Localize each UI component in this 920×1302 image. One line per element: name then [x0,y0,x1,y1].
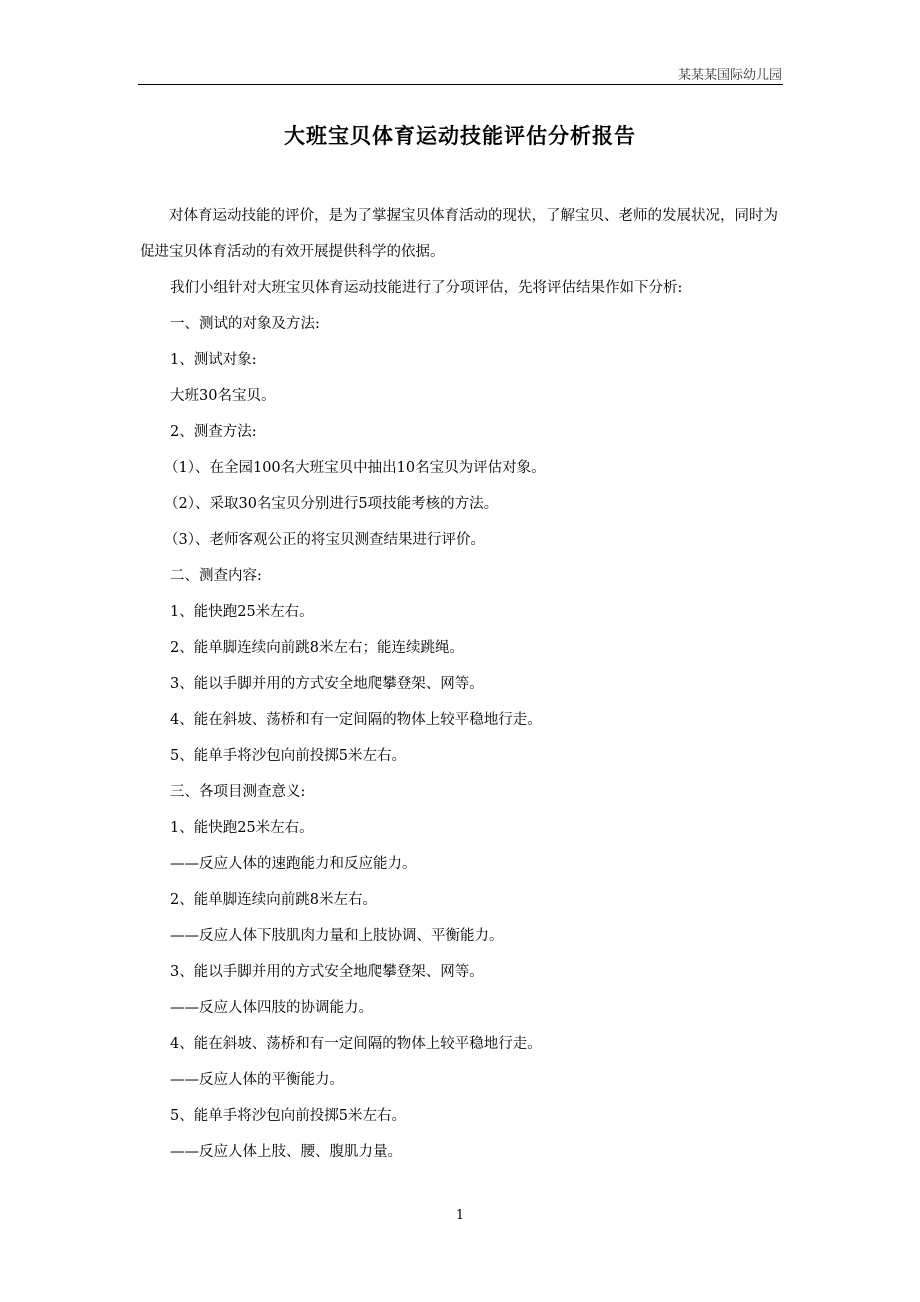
document-title: 大班宝贝体育运动技能评估分析报告 [284,123,636,148]
body-line: 我们小组针对大班宝贝体育运动技能进行了分项评估，先将评估结果作如下分析: [170,280,683,296]
body-line: 大班30名宝贝。 [170,388,276,404]
body-line: （2）、采取30名宝贝分别进行5项技能考核的方法。 [164,496,499,512]
body-line: 2、能单脚连续向前跳8米左右；能连续跳绳。 [170,640,464,656]
body-line: 5、能单手将沙包向前投掷5米左右。 [170,1108,406,1124]
body-line: 1、能快跑25米左右。 [170,604,314,620]
body-line: 1、能快跑25米左右。 [170,820,314,836]
document-body [140,198,785,1170]
section-heading: 一、测试的对象及方法: [170,316,320,332]
page-number: 1 [455,1208,465,1223]
section-heading: 三、各项目测查意义: [170,784,306,800]
body-line: 3、能以手脚并用的方式安全地爬攀登架、网等。 [170,964,484,980]
body-line: ——反应人体四肢的协调能力。 [170,1000,373,1016]
section-heading: 二、测查内容: [170,568,262,584]
body-line: 1、测试对象: [170,352,257,368]
body-line: ——反应人体的平衡能力。 [170,1072,344,1088]
intro-paragraph: 对体育运动技能的评价，是为了掌握宝贝体育活动的现状，了解宝贝、老师的发展状况，同时为促进宝贝体育活动的有效开展提供科学的依据。 [140,208,778,260]
body-line: 2、测查方法: [170,424,257,440]
body-line: ——反应人体上肢、腰、腹肌力量。 [170,1144,402,1160]
body-line: ——反应人体的速跑能力和反应能力。 [170,856,417,872]
body-line: （3）、老师客观公正的将宝贝测查结果进行评价。 [164,532,485,548]
body-line: 3、能以手脚并用的方式安全地爬攀登架、网等。 [170,676,484,692]
body-line: 5、能单手将沙包向前投掷5米左右。 [170,748,406,764]
header-divider [138,84,783,85]
body-line: 4、能在斜坡、荡桥和有一定间隔的物体上较平稳地行走。 [170,1036,542,1052]
header-org-name: 某某某国际幼儿园 [677,68,782,83]
body-line: 4、能在斜坡、荡桥和有一定间隔的物体上较平稳地行走。 [170,712,542,728]
body-line: （1）、在全园100名大班宝贝中抽出10名宝贝为评估对象。 [164,460,546,476]
body-line: ——反应人体下肢肌肉力量和上肢协调、平衡能力。 [170,928,504,944]
body-line: 2、能单脚连续向前跳8米左右。 [170,892,377,908]
